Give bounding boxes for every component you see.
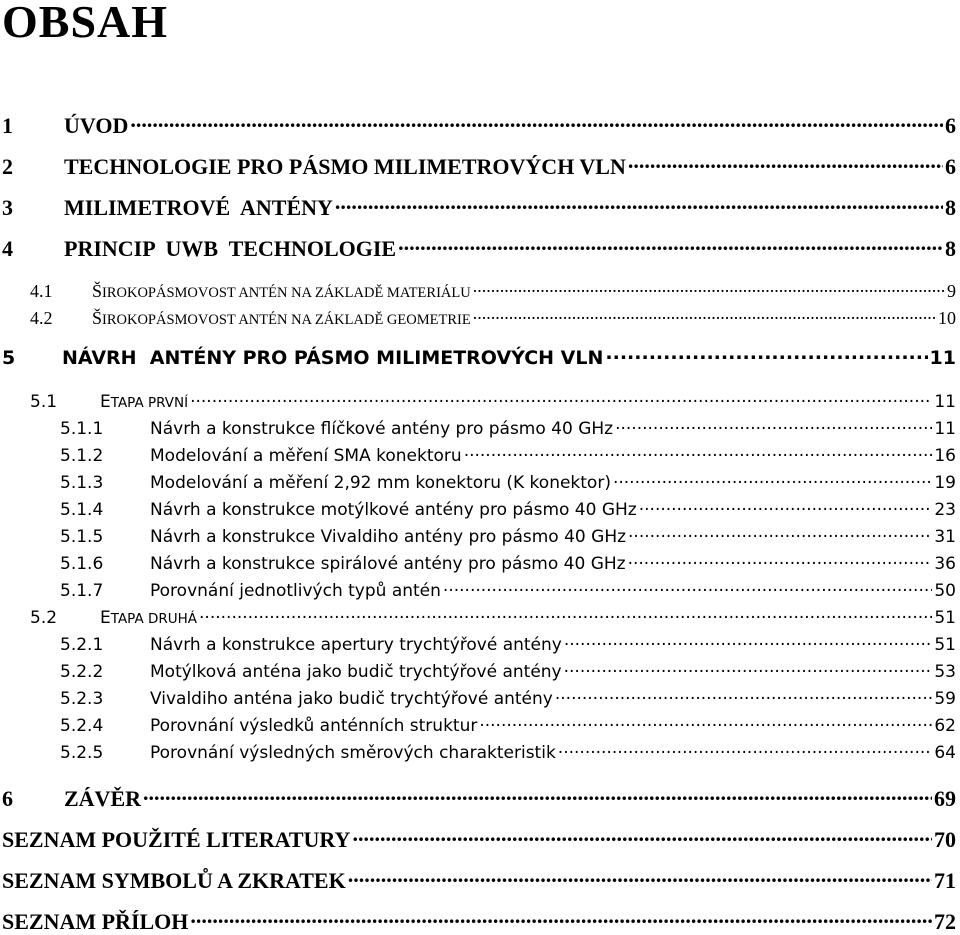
toc-entry-label: ŠIROKOPÁSMOVOST ANTÉN NA ZÁKLADĚ MATERIÁLU	[92, 281, 471, 301]
dot-leader	[628, 525, 932, 542]
toc-entry-label: Porovnání výsledků anténních struktur	[150, 716, 478, 736]
toc-entry-page: 50	[934, 581, 956, 601]
toc-entry-number: 5.1	[30, 392, 58, 412]
dot-leader	[443, 579, 932, 596]
dot-leader	[473, 279, 945, 297]
toc-entry-label: SEZNAM POUŽITÉ LITERATURY	[2, 827, 351, 852]
toc-entry-number: 5.1.1	[60, 419, 104, 439]
toc-entry-label: ETAPA PRVNÍ	[100, 392, 189, 412]
dot-leader	[464, 444, 933, 461]
toc-entry-label: Návrh a konstrukce motýlkové antény pro pásmo 40 GHz	[150, 500, 637, 520]
dot-leader	[479, 714, 932, 731]
toc-entry-page: 71	[934, 868, 956, 893]
toc-entry-4-2[interactable]	[30, 306, 960, 329]
toc-entry-label: Motýlková anténa jako budič trychtýřové antény	[150, 662, 562, 682]
toc-entry-number: 5.2.2	[60, 662, 104, 682]
dot-leader	[199, 606, 932, 623]
toc-entry-label: Porovnání výsledných směrových charakteristik	[150, 743, 556, 763]
toc-entry-number: 2	[2, 154, 13, 179]
toc-entry-page: 11	[934, 419, 956, 439]
toc-entry-page: 10	[938, 308, 956, 328]
toc-entry-page: 36	[934, 554, 956, 574]
toc-entry-page: 59	[934, 689, 956, 709]
toc-entry-number: 5.1.3	[60, 473, 104, 493]
toc-entry-4-1[interactable]	[30, 279, 960, 302]
toc-entry-number: 6	[2, 786, 13, 811]
dot-leader	[555, 687, 933, 704]
toc-entry-label: Návrh a konstrukce Vivaldiho antény pro pásmo 40 GHz	[150, 527, 627, 547]
toc-entry-number: 5.1.2	[60, 446, 104, 466]
dot-leader	[130, 111, 943, 133]
toc-entry-literature[interactable]	[2, 825, 960, 853]
dot-leader	[190, 907, 932, 929]
toc-entry-5-2-3[interactable]	[60, 687, 960, 709]
toc-entry-page: 51	[934, 635, 956, 655]
toc-entry-page: 9	[947, 281, 956, 301]
toc-entry-number: 5.2	[30, 608, 58, 628]
dot-leader	[613, 471, 932, 488]
toc-entry-5-1[interactable]	[30, 390, 960, 412]
toc-entry-label: ÚVOD	[64, 113, 129, 138]
toc-entry-page: 19	[934, 473, 956, 493]
toc-entry-number: 5.1.6	[60, 554, 104, 574]
toc-entry-label: MILIMETROVÉ ANTÉNY	[64, 195, 333, 220]
toc-entry-number: 4.2	[30, 308, 53, 328]
toc-entry-5[interactable]	[2, 345, 960, 369]
toc-entry-5-2-4[interactable]	[60, 714, 960, 736]
toc-entry-label: Vivaldiho anténa jako budič trychtýřové antény	[150, 689, 553, 709]
toc-entry-page: 8	[945, 236, 956, 261]
toc-entry-number: 4	[2, 236, 13, 261]
dot-leader	[190, 390, 932, 407]
toc-entry-number: 5.1.4	[60, 500, 104, 520]
toc-entry-label: Návrh a konstrukce apertury trychtýřové antény	[150, 635, 562, 655]
toc-entry-5-1-4[interactable]	[60, 498, 960, 520]
toc-entry-page: 62	[934, 716, 956, 736]
dot-leader	[558, 741, 933, 758]
toc-entry-number: 5.2.5	[60, 743, 104, 763]
toc-entry-2[interactable]	[2, 152, 960, 180]
toc-entry-number: 5.1.7	[60, 581, 104, 601]
dot-leader	[628, 152, 943, 174]
dot-leader	[335, 193, 943, 215]
toc-entry-label: Porovnání jednotlivých typů antén	[150, 581, 441, 601]
toc-entry-4[interactable]	[2, 234, 960, 262]
toc-entry-1[interactable]	[2, 111, 960, 139]
toc-entry-label: TECHNOLOGIE PRO PÁSMO MILIMETROVÝCH VLN	[64, 154, 626, 179]
toc-entry-page: 16	[934, 446, 956, 466]
toc-entry-page: 64	[934, 743, 956, 763]
toc-entry-page: 72	[934, 909, 956, 934]
toc-entry-label: NÁVRH ANTÉNY PRO PÁSMO MILIMETROVÝCH VLN	[62, 347, 604, 369]
toc-entry-5-1-2[interactable]	[60, 444, 960, 466]
toc-entry-5-1-1[interactable]	[60, 417, 960, 439]
toc-entry-symbols[interactable]	[2, 866, 960, 894]
toc-entry-number: 5.2.4	[60, 716, 104, 736]
dot-leader	[639, 498, 933, 515]
toc-entry-5-1-6[interactable]	[60, 552, 960, 574]
dot-leader	[605, 345, 927, 364]
toc-entry-label: ŠIROKOPÁSMOVOST ANTÉN NA ZÁKLADĚ GEOMETRIE	[92, 308, 471, 328]
toc-entry-label: Modelování a měření 2,92 mm konektoru (K konektor)	[150, 473, 611, 493]
toc-entry-label: ZÁVĚR	[64, 786, 142, 811]
toc-entry-page: 31	[934, 527, 956, 547]
toc-entry-6[interactable]	[2, 784, 960, 812]
toc-entry-page: 51	[934, 608, 956, 628]
toc-entry-page: 53	[934, 662, 956, 682]
toc-entry-number: 5.2.1	[60, 635, 104, 655]
toc-entry-3[interactable]	[2, 193, 960, 221]
toc-entry-page: 6	[945, 154, 956, 179]
toc-entry-label: SEZNAM PŘÍLOH	[2, 909, 189, 934]
toc-entry-label: Modelování a měření SMA konektoru	[150, 446, 462, 466]
dot-leader	[615, 417, 932, 434]
toc-entry-5-1-3[interactable]	[60, 471, 960, 493]
toc-entry-5-2-5[interactable]	[60, 741, 960, 763]
toc-entry-number: 4.1	[30, 281, 53, 301]
toc-entry-number: 5	[2, 347, 16, 369]
dot-leader	[564, 660, 933, 677]
dot-leader	[143, 784, 932, 806]
toc-entry-label: Návrh a konstrukce spirálové antény pro pásmo 40 GHz	[150, 554, 626, 574]
dot-leader	[352, 825, 932, 847]
toc-entry-label: Návrh a konstrukce flíčkové antény pro pásmo 40 GHz	[150, 419, 614, 439]
toc-entry-number: 3	[2, 195, 13, 220]
toc-entry-label: SEZNAM SYMBOLŮ A ZKRATEK	[2, 868, 346, 893]
toc-entry-label: PRINCIP UWB TECHNOLOGIE	[64, 236, 397, 261]
toc-entry-5-2-1[interactable]	[60, 633, 960, 655]
dot-leader	[564, 633, 933, 650]
toc-entry-5-2[interactable]	[30, 606, 960, 628]
toc-entry-page: 70	[934, 827, 956, 852]
toc-entry-5-2-2[interactable]	[60, 660, 960, 682]
dot-leader	[473, 306, 936, 324]
dot-leader	[348, 866, 932, 888]
toc-entry-label: ETAPA DRUHÁ	[100, 608, 198, 628]
toc-entry-page: 23	[934, 500, 956, 520]
toc-entry-page: 69	[934, 786, 956, 811]
toc-entry-number: 1	[2, 113, 13, 138]
toc-entry-page: 8	[945, 195, 956, 220]
toc-entry-appendices[interactable]	[2, 907, 960, 935]
toc-entry-page: 11	[929, 347, 956, 369]
toc-entry-number: 5.1.5	[60, 527, 104, 547]
toc-entry-page: 11	[934, 392, 956, 412]
toc-entry-5-1-7[interactable]	[60, 579, 960, 601]
toc-entry-number: 5.2.3	[60, 689, 104, 709]
toc-entry-page: 6	[945, 113, 956, 138]
page-title: OBSAH	[2, 0, 169, 47]
toc-entry-5-1-5[interactable]	[60, 525, 960, 547]
dot-leader	[628, 552, 933, 569]
dot-leader	[398, 234, 943, 256]
